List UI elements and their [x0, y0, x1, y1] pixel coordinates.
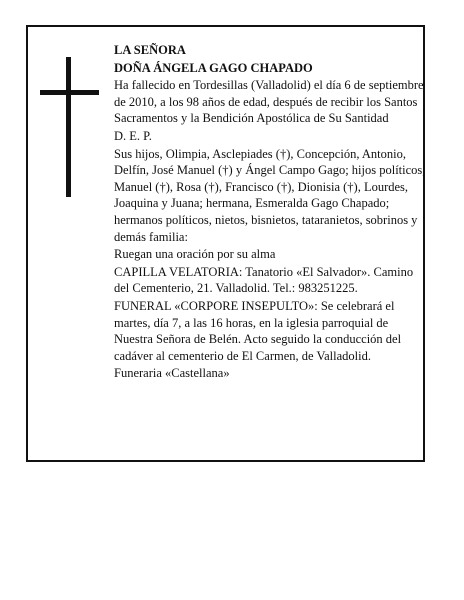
title-line-1: LA SEÑORA — [114, 43, 186, 57]
funeral-info: FUNERAL «CORPORE INSEPULTO»: Se celebrará el martes, día 7, a las 16 horas, en la iglesia parroquial de Nuestra Señora de Belén. Acto seguido la conducción del cadáver al cementerio de El Carmen, de Valladolid. — [114, 298, 402, 363]
cross-vertical-bar — [66, 57, 71, 197]
obituary-text — [114, 42, 426, 383]
rip-line: D. E. P. — [114, 128, 152, 143]
deceased-name: DOÑA ÁNGELA GAGO CHAPADO — [114, 60, 313, 75]
family-list: Sus hijos, Olimpia, Asclepiades (†), Concepción, Antonio, Delfín, José Manuel (†) y Ángel Campo Gago; hijos políticos, Manuel (†), Rosa (†), Francisco (†), Dionisia (†), Lourdes, Joaquina y Juana; hermana, Esmeralda Gago Chapado; hermanos políticos, nietos, bisnietos, tataranietos, sobrinos y demás familia: — [114, 146, 426, 244]
cross-horizontal-bar — [40, 90, 99, 95]
obituary-notice — [26, 25, 425, 462]
death-announcement: Ha fallecido en Tordesillas (Valladolid) el día 6 de septiembre de 2010, a los 98 años de edad, después de recibir los Santos Sacramentos y la Bendición Apostólica de Su Santidad — [114, 78, 424, 126]
latin-cross-icon — [40, 57, 96, 197]
chapel-info: CAPILLA VELATORIA: Tanatorio «El Salvador». Camino del Cementerio, 21. Valladolid. Tel.: 983251225. — [114, 264, 414, 296]
funeral-home: Funeraria «Castellana» — [114, 366, 230, 381]
prayer-request: Ruegan una oración por su alma — [114, 247, 276, 262]
